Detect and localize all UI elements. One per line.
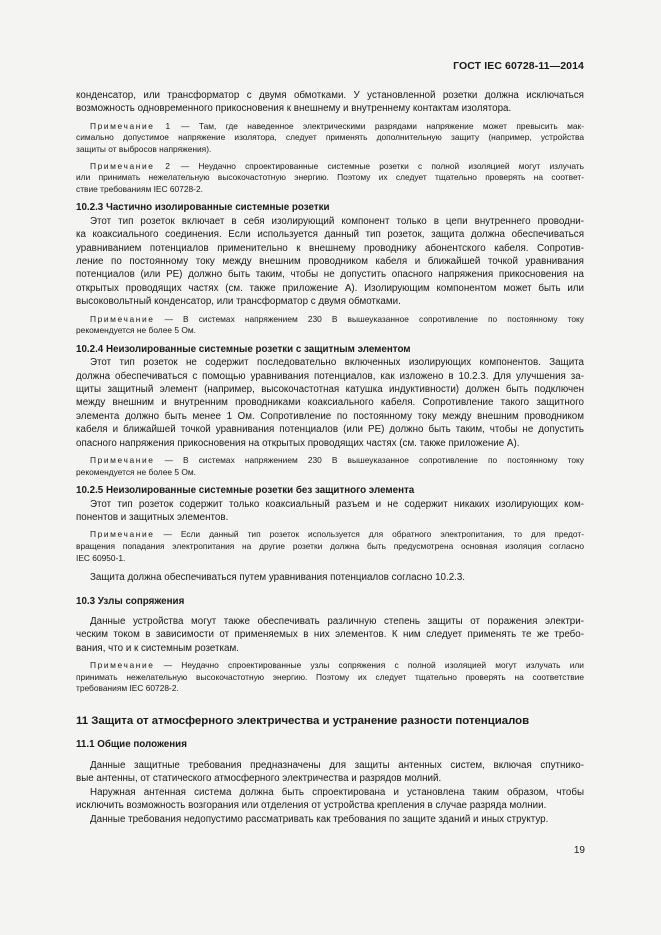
paragraph-line: Данные устройства могут также обеспечивать различную степень защиты от поражения электри- [90,616,584,628]
paragraph-line: Этот тип розеток не содержит последовательно включенных изолирующих компонентов. Защита [90,357,584,369]
paragraph-line: щиты защитный элемент (например, высокочастотная катушка индуктивности) должен быть подключен [76,384,584,396]
heading-text: 10.3 Узлы сопряжения [76,595,185,607]
note-text-line: — Неудачно спроектированные узлы сопряжения с полной изоляцией могут излучать или [154,660,584,671]
note-text-line: требованиям IEC 60728-2. [76,683,179,694]
heading-text: 10.2.5 Неизолированные системные розетки без защитного элемента [76,485,415,497]
subsection-heading [76,343,584,356]
note-label: Примечание 1 [90,120,172,131]
note-text-line: — Если данный тип розеток используется для обратного электропитания, то для предот- [154,529,584,540]
note-text-line: симально допустимое напряжение изолятора, следует применять дополнительную защиту (например, устройства [76,132,584,143]
paragraph [76,215,584,309]
paragraph-line: Наружная антенная система должна быть спроектирована и установлена таким образом, чтобы [90,786,584,798]
paragraph-line: высоковольтный конденсатор, или трансформатор с двумя обмотками. [76,296,401,308]
paragraph [76,356,584,450]
note-text-line: — В системах напряжением 230 В вышеуказанное сопротивление по постоянному току [154,313,584,324]
paragraph-line: Защита должна обеспечиваться путем уравнивания потенциалов согласно 10.2.3. [90,572,466,584]
note-text-line: — Неудачно спроектированные системные розетки с полной изоляцией могут излучать [171,160,584,171]
paragraph [76,571,584,584]
note-label: Примечание [90,660,155,671]
paragraph-line: вания, что и к системным розеткам. [76,642,239,654]
paragraph-line: понентов и защитных элементов. [76,512,229,524]
paragraph-line: ка коаксиального соединения. Если используется данный тип розеток, защита должна обеспечиваться [76,229,584,241]
note-text-line: принимать нежелательную высокочастотную энергию. Поэтому их следует тщательно проверять на соответствие [76,671,584,682]
note-text-line: — В системах напряжением 230 В вышеуказанное сопротивление по постоянному току [154,455,584,466]
subsection-heading [76,595,584,608]
paragraph-line: Данные защитные требования предназначены для защиты антенных систем, включая спутнико- [90,759,584,771]
document-body [76,89,584,826]
note-text-line: рекомендуется не более 5 Ом. [76,325,196,336]
subsection-heading [76,201,584,214]
paragraph-line: уравниванием потенциалов применительно к внешнему проводнику абонентского кабеля. Сопротив- [76,242,584,254]
note [76,529,584,564]
heading-text: 10.2.4 Неизолированные системные розетки с защитным элементом [76,343,411,355]
note-label: Примечание 2 [90,160,172,171]
note-text-line: рекомендуется не более 5 Ом. [76,466,196,477]
paragraph [76,813,584,826]
paragraph-line: элемента должно быть менее 1 Ом. Сопротивление по постоянному току между внешним проводником [76,410,584,422]
paragraph-line: Этот тип розеток включает в себя изолирующий компонент только в цепи внутреннего проводни- [90,215,584,227]
note [76,455,584,478]
note-text-line: или принимать нежелательную высокочастотную энергию. Поэтому их следует тщательно проверять на соответ- [76,172,584,183]
heading-text: 10.2.3 Частично изолированные системные розетки [76,202,330,214]
heading-text: 11 Защита от атмосферного электричества и устранение разности потенциалов [76,715,530,728]
paragraph-line: ческим током в зависимости от применяемых в них элементов. К ним следует применять те же требо- [76,629,584,641]
note [76,121,584,156]
paragraph-line: вые антенны, от статического атмосферного электричества и разрядов молний. [76,773,442,785]
note [76,161,584,196]
paragraph [76,498,584,525]
note-label: Примечание [90,455,155,466]
subsection-heading [76,738,584,751]
heading-text: 11.1 Общие положения [76,739,187,751]
note-text-line: ствие требованиям IEC 60728-2. [76,183,203,194]
note-text-line: защиты от выбросов напряжения). [76,144,212,154]
subsection-heading [76,484,584,497]
note-text-line: IEC 60950-1. [76,552,126,563]
paragraph [76,615,584,655]
standard-header: ГОСТ IEC 60728-11—2014 [453,60,584,72]
paragraph [76,89,584,116]
note-label: Примечание [90,529,155,540]
section-heading [76,715,584,728]
paragraph-line: конденсатор, или трансформатор с двумя обмотками. У установленной розетки должна исключаться [76,90,584,101]
paragraph-line: потенциалов (или PE) должно быть таким, чтобы не допустить опасного напряжения прикосновения на [76,269,584,281]
paragraph-line: между внешним и внутренним проводниками коаксиального кабеля. Сопротивление такого защитного [76,397,584,409]
paragraph [76,759,584,786]
note-text-line: — Там, где наведенное электрическими разрядами напряжение может превысить мак- [171,120,584,131]
paragraph-line: опасного напряжения прикосновения на открытых проводящих частях (см. также приложение А). [76,437,520,449]
paragraph-line: открытых проводящих частях (см. также приложение А). Изолирующим компонентом может быть или [76,282,584,294]
paragraph-line: Этот тип розеток содержит только коаксиальный разъем и не содержит никаких изолирующих ком- [90,498,584,510]
note-text-line: вращения попадания электропитания на другие розетки должна быть предусмотрена основная изоляция согласно [76,541,584,552]
paragraph-line: ление по постоянному току между внешним проводником кабеля и ближайшей точкой уравнивания [76,256,584,267]
paragraph-line: должна обеспечиваться с помощью уравнивания потенциалов, как изложено в 10.2.3. Для улучшения за- [76,370,584,382]
page-number: 19 [573,845,585,856]
note [76,660,584,695]
note-label: Примечание [90,313,155,324]
paragraph-line: Данные требования недопустимо рассматривать как требования по защите зданий и иных структур. [90,813,549,825]
paragraph [76,786,584,813]
paragraph-line: возможность одновременного прикосновения к внешнему и внутреннему контактам изолятора. [76,103,512,115]
paragraph-line: кабеля и ближайшей точкой уравнивания потенциалов (или PE) должно быть таким, чтобы не допустить [76,424,584,436]
note [76,314,584,337]
paragraph-line: исключить возможность возгорания или отделения от устройства крепления в случае разряда молнии. [76,800,547,812]
